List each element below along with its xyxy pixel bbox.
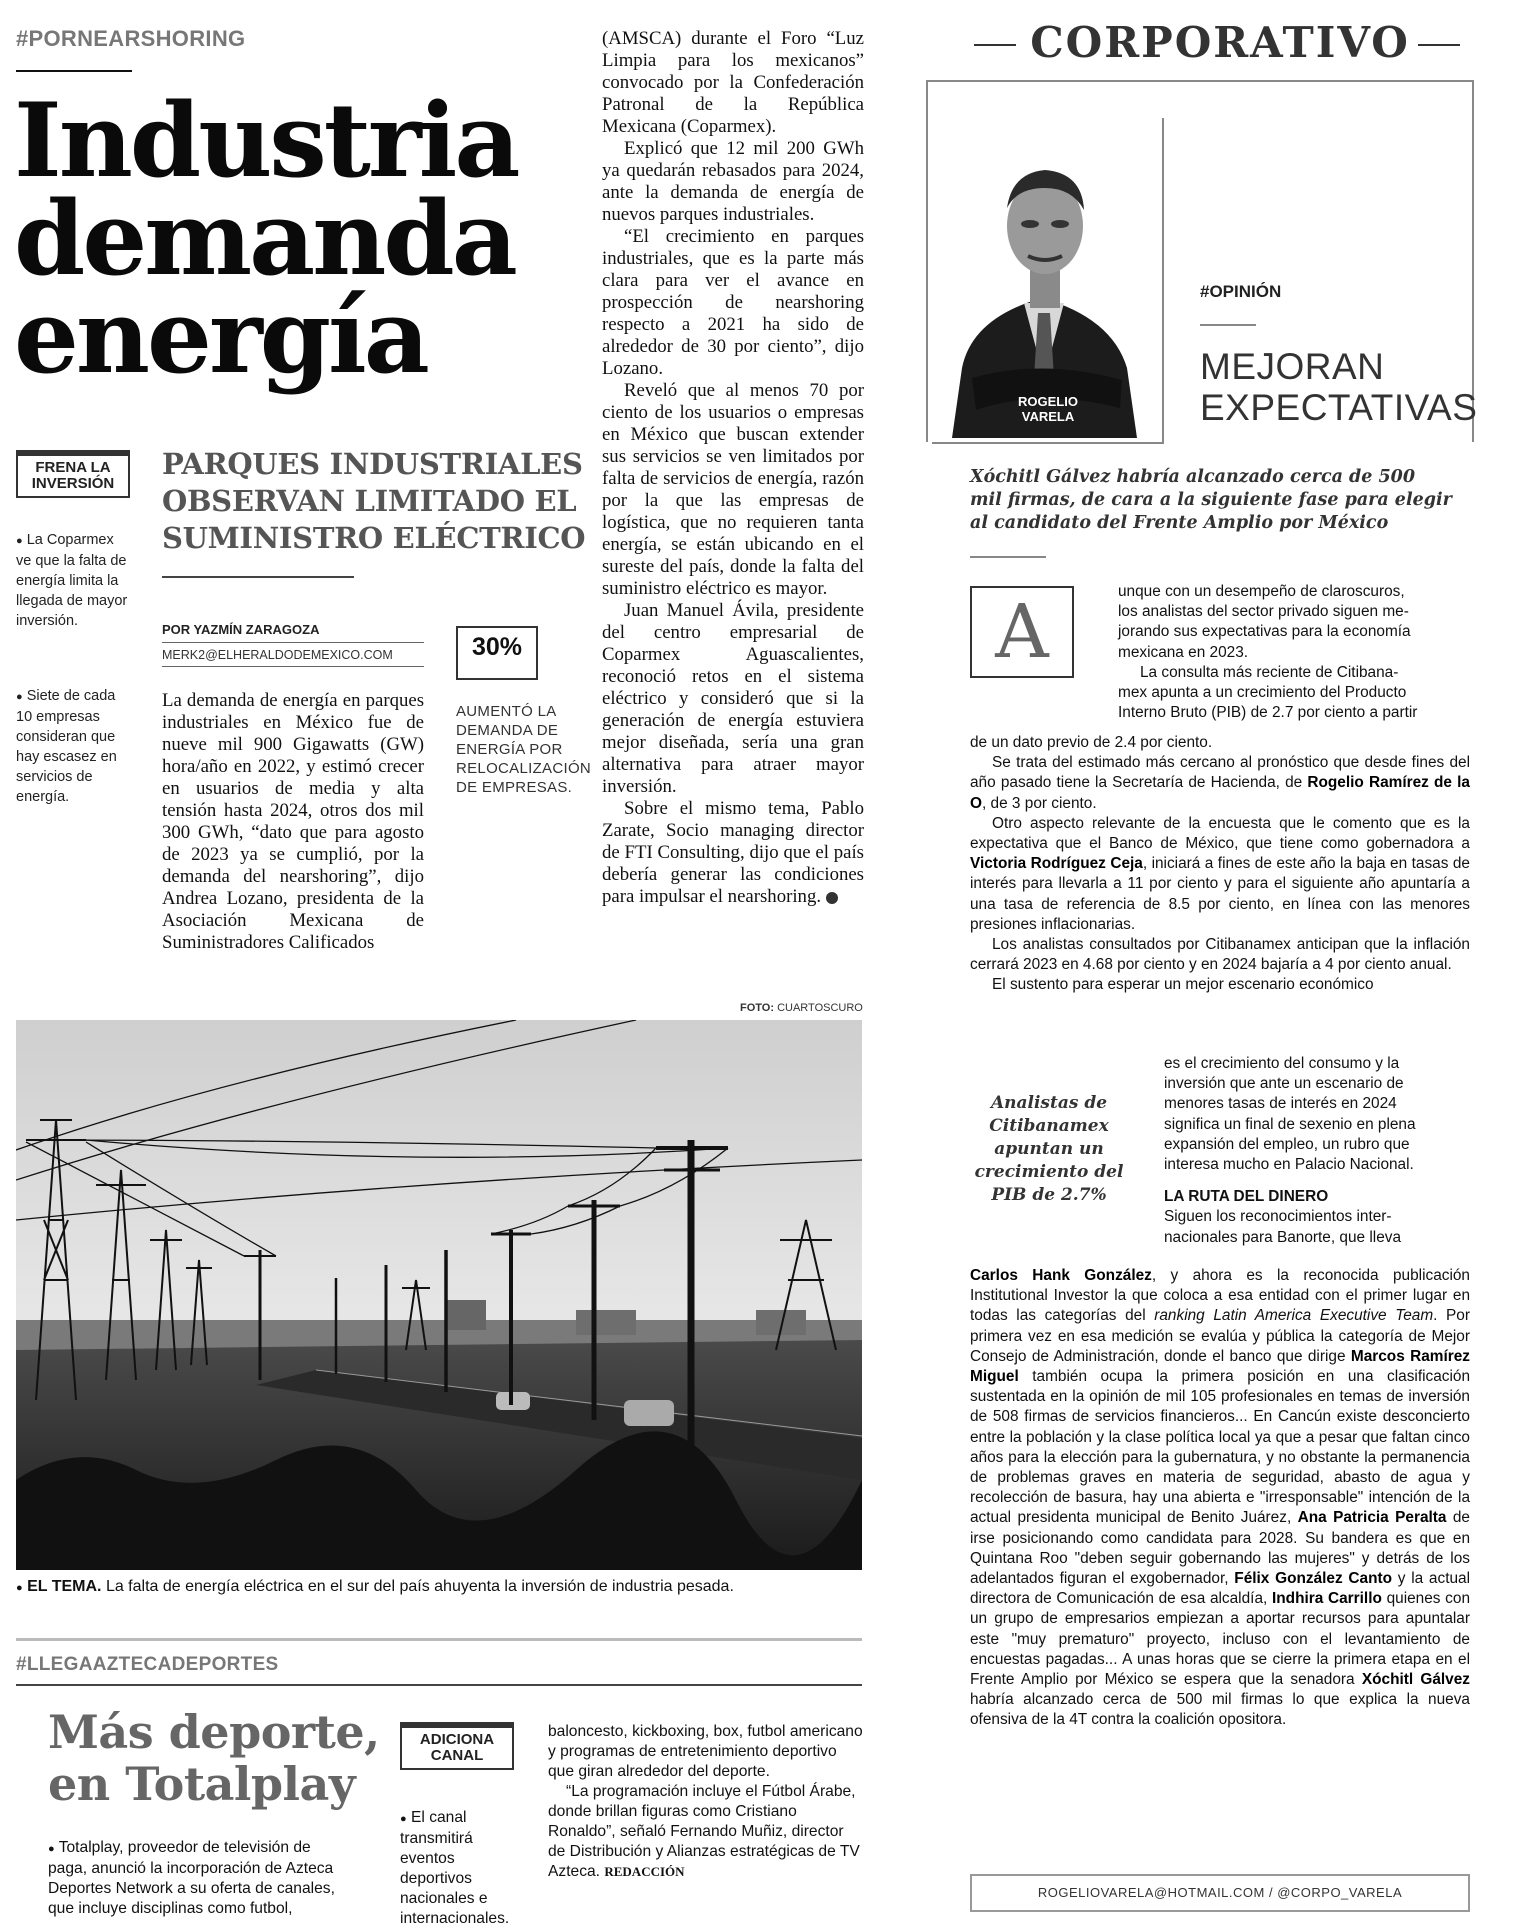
pullquote: Analistas de Citibanamex apuntan un crecimiento del PIB de 2.7% [974,1093,1124,1205]
caption-lead: EL TEMA. [27,1578,102,1595]
section-title: CORPORATIVO [1030,18,1410,67]
paragraph: Reveló que al menos 70 por ciento de los usuarios o empresas en México que buscan extender sus servicios se ven limitados por falta de servicios de energía, razón por la que las empresas de logística, que no requieren tanta energía, se están ubicando en el sureste del país, donde la falta del suministro eléctrico es mayor. [602,380,864,599]
kicker-box [16,450,130,498]
divider [162,666,424,667]
text-run: quienes con un grupo de empresarios empiezan a aportar recursos para apuntalar este "muy prematuro" proyecto, incluso con el levantamiento de encuestas pagadas... A unas horas que se cierre la primera etapa en el Frente Amplio por México se espera que la senadora [970,1590,1471,1689]
caption-text: La falta de energía eléctrica en el sur del país ahuyenta la inversión de industria pesada. [105,1578,734,1595]
end-mark-icon [826,892,838,904]
text-run: habría alcanzado cerca de 500 mil firmas lo que explica la nueva ofensiva de la 4T contra la coalición opositora. [970,1691,1470,1729]
column-ruta-body [970,1266,1470,1731]
bottom-side-note: ● El canal transmitirá eventos deportivos nacionales e internacionales. [400,1809,510,1927]
paragraph: La demanda de energía en parques industriales en México fue de nueve mil 900 Gigawatts (GW) hora/año en 2022, y estimó crecer en usuarios de media y alta tensión hasta 2024, otros dos mil 300 GWh, “dato que para agosto de 2023 ya se cumplió, por la demanda del nearshoring”, dijo Andrea Lozano, presidenta de la Asociación Mexicana de Suministradores Calificados [162,690,424,953]
article-body-col1 [162,690,424,954]
section-hashtag: #PORNEARSHORING [16,26,246,51]
author-last-name: VARELA [1021,409,1075,424]
paragraph: (AMSCA) durante el Foro “Luz Limpia para los mexicanos” convocado por la Confederación Patronal de la República Mexicana (Coparmex). [602,28,864,137]
divider [1200,324,1256,326]
paragraph: El sustento para esperar un mejor escenario económico [992,976,1374,994]
opinion-tag: #OPINIÓN [1200,282,1282,301]
person-name: Carlos Hank González [970,1267,1152,1284]
article-body-col2 [602,28,864,908]
divider [16,70,132,72]
kicker-label: FRENA LA INVERSIÓN [31,459,115,492]
headline [14,81,574,397]
divider [16,1638,862,1641]
signature: REDACCIÓN [604,1864,685,1879]
bottom-intro-text: Totalplay, proveedor de televisión de paga, anunció la incorporación de Azteca Deportes Network a su oferta de canales, que incluye disciplinas como futbol, [48,1839,335,1917]
text-line: Siguen los reconocimientos inter- [1164,1208,1392,1226]
text-run: de irse posicionando como candidata para 2028. Su bandera es que en Quintana Roo "deben seguir gobernando las mujeres" y detrás de los adelantados figuran el exgobernador, [970,1509,1470,1588]
bottom-hashtag: #LLEGAAZTECADEPORTES [16,1654,279,1675]
frame-edge [926,80,928,442]
bottom-headline-line-1: Más deporte, [48,1705,380,1759]
bottom-intro: ● Totalplay, proveedor de televisión de paga, anunció la incorporación de Azteca Deportes Network a su oferta de canales, que incluye disciplinas como futbol, [48,1839,335,1917]
byline-email: MERK2@ELHERALDODEMEXICO.COM [162,648,393,662]
dropcap-letter: A [995,589,1049,675]
column-wrap-text [1164,1054,1470,1248]
text-line: Interno Bruto (PIB) de 2.7 por ciento a partir [1118,704,1418,722]
person-name: Victoria Rodríguez Ceja [970,855,1143,873]
author-contact-text: ROGELIOVARELA@HOTMAIL.COM / @CORPO_VARELA [1037,1885,1403,1900]
divider [974,44,1016,46]
bottom-headline [48,1706,388,1810]
person-name: Marcos Ramírez Miguel [970,1347,1471,1386]
text-line: mexicana en 2023. [1118,643,1249,661]
paragraph: “El crecimiento en parques industriales, que es la parte más clara para ver el avance en prospección de nearshoring respecto a 2021 ha sido de alrededor de 30 por ciento”, dijo Lozano. [602,226,864,379]
text-line: unque con un desempeño de claroscuros, [1118,583,1405,600]
text-run: y la actual directora de Comunicación de esa alcaldía, [970,1570,1471,1608]
stat-description: AUMENTÓ LA DEMANDA DE ENERGÍA POR RELOCALIZACIÓN DE EMPRESAS. [456,703,592,796]
opinion-title [1200,346,1480,428]
side-note-2: ● Siete de cada 10 empresas consideran que hay escasez en servicios de energía. [16,688,117,805]
stat-box [456,626,538,680]
paragraph: Los analistas consultados por Citibanamex anticipan que la inflación cerrará 2023 en 4.68 por ciento y en 2024 bajaría a 4 por ciento anual. [970,936,1470,974]
text-run: , de 3 por ciento. [981,794,1097,812]
paragraph: baloncesto, kickboxing, box, futbol americano y programas de entretenimiento deportivo que giran alrededor del deporte. [548,1723,863,1780]
opinion-title-line-1: MEJORAN [1200,346,1385,387]
column-body [970,733,1470,996]
text-line: menores tasas de interés en 2024 [1164,1095,1397,1113]
text-run: Se trata del estimado más cercano al pronóstico que desde fines del año pasado tiene la Secretaría de Hacienda, de [970,754,1470,792]
opinion-title-line-2: EXPECTATIVAS [1200,387,1478,428]
divider [970,556,1046,558]
power-lines-illustration [16,1020,862,1570]
side-note-1-text: La Coparmex ve que la falta de energía limita la llegada de mayor inversión. [16,532,128,629]
bottom-headline-line-2: en Totalplay [48,1757,356,1811]
subhead: PARQUES INDUSTRIALES OBSERVAN LIMITADO EL SUMINISTRO ELÉCTRICO [162,447,586,555]
text-line: expansión del empleo, un rubro que [1164,1135,1410,1153]
person-name: Indhira Carrillo [1271,1590,1382,1608]
author-first-name: ROGELIO [1018,394,1078,409]
paragraph: “La programación incluye el Fútbol Árabe, donde brillan figuras como Cristiano Ronaldo”, señaló Fernando Muñiz, director de Distribución y Alianzas estratégicas de TV Azteca. [548,1783,860,1880]
bottom-kicker-label: ADICIONA CANAL [419,1731,495,1764]
side-note-2-text: Siete de cada 10 empresas consideran que hay escasez en servicios de energía. [16,688,117,805]
text-run: , iniciará a fines de este año la baja en tasas de interés para llevarla a 11 por ciento y para el siguiente año apuntaría a una tasa de referencia de 8.5 por ciento, en línea con las menores presiones inflacionarias. [970,855,1470,933]
bottom-col3 [548,1722,864,1882]
text-line: nacionales para Banorte, que lleva [1164,1228,1402,1246]
photo-credit-label: FOTO: [740,1002,775,1014]
paragraph: Sobre el mismo tema, Pablo Zarate, Socio managing director de FTI Consulting, dijo que el país debería generar las condiciones para impulsar el nearshoring. [602,798,864,907]
text-run: , y ahora es la reconocida publicación Institutional Investor la que coloca a esa entidad con el primer lugar en todas las categorías del [970,1267,1470,1325]
subsection-heading: LA RUTA DEL DINERO [1164,1188,1329,1206]
text-line: interesa mucho en Palacio Nacional. [1164,1156,1414,1174]
author-name [1008,394,1088,424]
text-line: de un dato previo de 2.4 por ciento. [970,734,1213,751]
opinion-deck: Xóchitl Gálvez habría alcanzado cerca de 500 mil firmas, de cara a la siguiente fase para elegir al candidato del Frente Amplio por México [970,467,1452,533]
side-note-1: ● La Coparmex ve que la falta de energía limita la llegada de mayor inversión. [16,532,128,629]
stat-value: 30% [471,633,523,661]
text-line: jorando sus expectativas para la economía [1118,623,1411,641]
paragraph: Juan Manuel Ávila, presidente del centro empresarial de Coparmex Aguascalientes, reconoció retos en el sistema eléctrico y consideró que si la generación de energía estuviera mejor diseñada, sería una gran alternativa para atraer mayor inversión. [602,600,864,797]
divider [1418,44,1460,46]
text-run: . Por primera vez en esa medición se evalúa y pública la categoría de Mejor Consejo de Administración, donde el banco que dirige [970,1307,1470,1365]
text-line: significa un final de sexenio en plena [1164,1115,1416,1133]
column-intro-lines [1118,582,1478,723]
headline-line-1: Industria [14,81,518,201]
text-line: inversión que ante un escenario de [1164,1075,1404,1093]
author-photo-frame [932,118,1164,444]
text-line: los analistas del sector privado siguen me- [1118,603,1409,621]
byline: POR YAZMÍN ZARAGOZA [162,622,320,637]
text-line: es el crecimiento del consumo y la [1164,1055,1400,1072]
text-line: La consulta más reciente de Citibana- [1140,663,1399,681]
divider [162,576,354,578]
author-contact [970,1874,1470,1912]
person-name: Félix González Canto [1234,1570,1393,1588]
dropcap-box [970,586,1074,678]
person-name: Rogelio Ramírez de la O [970,774,1470,812]
divider [16,1684,862,1686]
photo-caption: ● EL TEMA. La falta de energía eléctrica en el sur del país ahuyenta la inversión de industria pesada. [16,1578,734,1595]
power-lines-photo [16,1020,862,1570]
text-run: también ocupa la primera posición en una clasificación sustentada en la opinión de mil 105 profesionales en temas de inversión de 508 firmas de servicios financieros... En Cancún existe desconcierto entre la población y la clase política local ya que a pesar que faltan cinco años para la elección para la gubernatura, y no obstante la permanencia de problemas graves en materia de seguridad, abasto de agua y recolección de basura, hay una abierta e "irresponsable" intención de la actual presidenta municipal de Benito Juárez, [970,1368,1470,1527]
headline-line-3: energía [14,277,427,397]
paragraph: Explicó que 12 mil 200 GWh ya quedarán rebasados para 2024, ante la demanda de energía de nuevos parques industriales. [602,138,864,225]
photo-credit [740,1002,863,1014]
text-run: Otro aspecto relevante de la encuesta que le comento que es la expectativa que el Banco de México, que tiene como gobernadora a [970,814,1470,853]
text-line: mex apunta a un crecimiento del Producto [1118,684,1407,702]
person-name: Xóchitl Gálvez [1361,1671,1470,1689]
frame-edge [926,80,1474,82]
headline-line-2: demanda [14,179,515,299]
bottom-kicker-box [400,1722,514,1770]
text-run-italic: ranking Latin America Executive Team [1154,1307,1434,1325]
person-name: Ana Patricia Peralta [1297,1509,1447,1527]
bottom-side-note-text: El canal transmitirá eventos deportivos nacionales e internacionales. [400,1809,510,1927]
author-portrait [932,118,1162,438]
photo-credit-name: CUARTOSCURO [777,1002,863,1014]
divider [162,642,424,643]
